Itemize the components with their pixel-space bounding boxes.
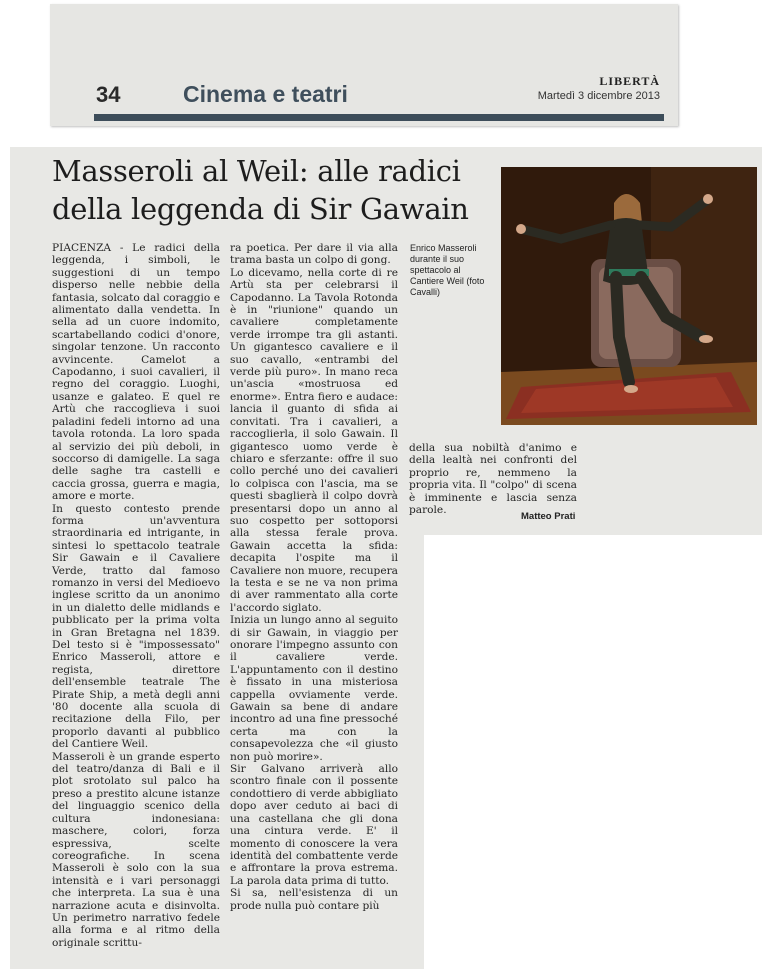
article-column-1: PIACENZA - Le radici della leggenda, i simboli, le suggestioni di un tempo disperso nelle nebbie della fantasia, solcato dal coraggio e alimentato dalla vendetta. In sella ad un cuore indomito, scartabellando codici d'onore, singolar tenzone. Un racconto avvincente. Camelot a Capodanno, i suoi cavalieri, il regno del coraggio. Luoghi, usanze e galateo. E quel re Artù che raccoglieva i suoi paladini fedeli intorno ad una tavola rotonda. La loro spada al servizio dei più deboli, in soccorso di damigelle. La saga delle saghe tra castelli e caccia grossa, guerra e magia, amore e morte. In questo contesto prende forma un'avventura straordinaria ed intrigante, in sintesi lo spettacolo teatrale Sir Gawain e il Cavaliere Verde, tratto dal famoso romanzo in versi del Medioevo inglese scritto da un anonimo in un dialetto delle midlands e pubblicato per la prima volta in Gran Bretagna nel 1839. Del testo si è "impossessato" Enrico Masseroli, attore e regista, direttore dell'ensemble teatrale The Pirate Ship, a metà degli anni '80 docente alla scuola di recitazione della Filo, per proporlo davanti al pubblico del Cantiere Weil. Masseroli è un grande esperto del teatro/danza di Bali e il plot srotolato sul palco ha preso a prestito alcune istanze del linguaggio scenico della cultura indonesiana: maschere, colori, forza espressiva, scelte coreografiche. In scena Masseroli è solo con la sua intensità e i vari personaggi che interpreta. La sua è una narrazione acuta e disinvolta. Un perimetro narrativo fedele alla forma e al ritmo della originale scrittu- xyxy=(52,242,220,949)
article-byline: Matteo Prati xyxy=(521,511,576,522)
issue-date: Martedì 3 dicembre 2013 xyxy=(537,90,660,102)
article-clipping xyxy=(10,147,762,969)
article-headline: Masseroli al Weil: alle radici della leggenda di Sir Gawain xyxy=(52,154,469,226)
section-title: Cinema e teatri xyxy=(183,81,348,107)
page-number: 34 xyxy=(96,82,121,107)
header-clipping xyxy=(50,4,678,126)
header-rule xyxy=(94,114,664,121)
article-column-2: ra poetica. Per dare il via alla trama basta un colpo di gong. Lo dicevamo, nella corte di re Artù sta per celebrarsi il Capodanno. La Tavola Rotonda è in "riunione" quando un cavaliere completamente verde irrompe tra gli astanti. Un gigantesco cavaliere e il suo cavallo, «entrambi del verde più puro». In mano reca un'ascia «mostruosa ed enorme». Entra fiero e audace: lancia il guanto di sfida ai convitati. Tra i cavalieri, a raccoglierla, il solo Gawain. Il gigantesco uomo verde è chiaro e sferzante: offre il suo collo perché uno dei cavalieri lo colpisca con l'ascia, ma se questi sbaglierà il colpo dovrà presentarsi dopo un anno al suo cospetto per sottoporsi alla stessa ferale prova. Gawain accetta la sfida: decapita l'ospite ma il Cavaliere non muore, recupera la testa e se ne va non prima di aver rammentato alla corte l'accordo siglato. Inizia un lungo anno al seguito di sir Gawain, in viaggio per onorare l'impegno assunto con il cavaliere verde. L'appuntamento con il destino è fissato in una misteriosa cappella ovviamente verde. Gawain sa bene di andare incontro ad una fine pressoché certa ma con la consapevolezza che «il giusto non può morire». Sir Galvano arriverà allo scontro finale con il possente condottiero di verde abbigliato dopo aver ceduto ai baci di una castellana che gli dona una cintura verde. E' il momento di conoscere la vera identità del combattente verde e affrontare la prova estrema. La parola data prima di tutto. Si sa, nell'esistenza di un prode nulla può contare più xyxy=(230,242,398,912)
blank-cutout xyxy=(424,535,762,969)
newspaper-masthead: LIBERTÀ xyxy=(599,74,660,88)
article-column-3: della sua nobiltà d'animo e della lealtà nei confronti del proprio re, nemmeno la propria vita. Il "colpo" di scena è imminente e lascia senza parole. xyxy=(409,442,577,517)
performer-photo-illustration xyxy=(501,167,757,425)
photo-caption: Enrico Masseroli durante il suo spettacolo al Cantiere Weil (foto Cavalli) xyxy=(410,243,485,297)
article-photo xyxy=(501,167,757,425)
